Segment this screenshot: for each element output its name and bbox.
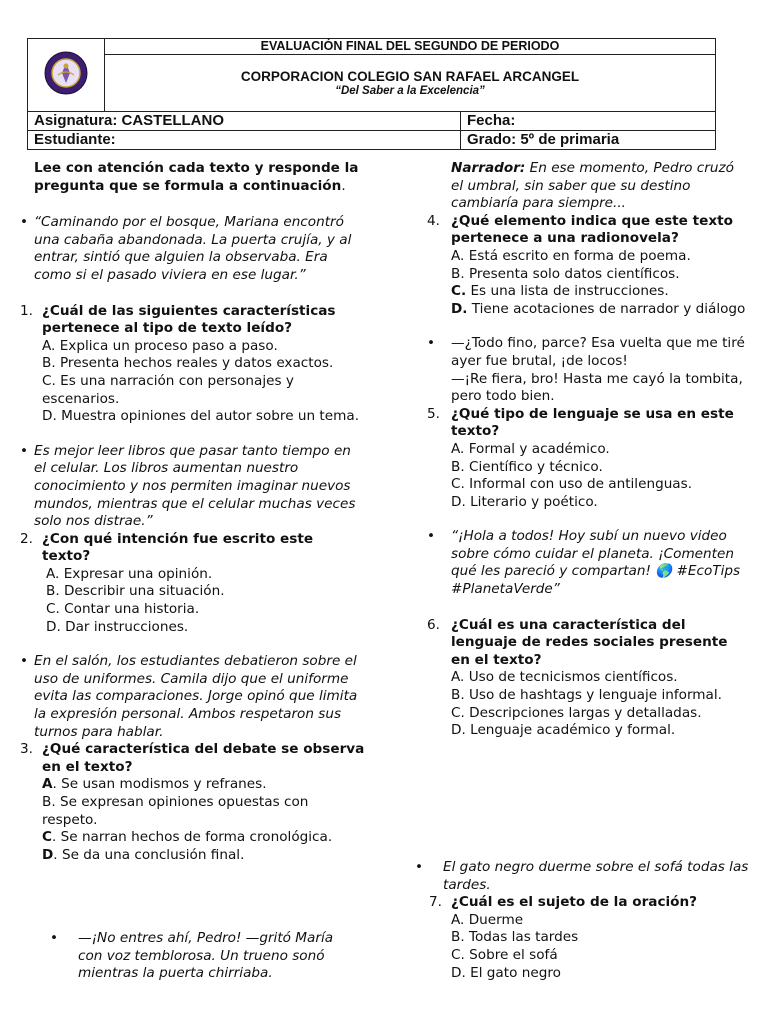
question-4-text: ¿Qué elemento indica que este texto pertenece a una radionovela? bbox=[451, 212, 733, 247]
bullet-icon: • bbox=[427, 335, 436, 352]
q5-option-a: A. Formal y académico. bbox=[451, 440, 610, 457]
q3-option-d: D. Se da una conclusión final. bbox=[42, 846, 245, 863]
q1-option-b: B. Presenta hechos reales y datos exactos. bbox=[42, 355, 334, 372]
q6-option-a: A. Uso de tecnicismos científicos. bbox=[451, 669, 678, 686]
q4-option-b: B. Presenta solo datos científicos. bbox=[451, 265, 680, 282]
question-7-text: ¿Cuál es el sujeto de la oración? bbox=[451, 894, 698, 911]
date-field[interactable]: Fecha: bbox=[461, 112, 716, 131]
school-logo-icon bbox=[43, 45, 89, 101]
question-2: 2. ¿Con qué intención fue escrito este texto? bbox=[20, 530, 314, 565]
text-5: • —¿Todo fino, parce? Esa vuelta que me tiré ayer fue brutal, ¡de locos! —¡Re fiera, bro! Hasta me cayó la tombita, pero todo bien. bbox=[427, 335, 745, 405]
bullet-icon: • bbox=[20, 214, 29, 231]
right-column bbox=[427, 160, 747, 740]
question-6: 6. ¿Cuál es una característica del lenguaje de redes sociales presente en el texto? bbox=[427, 616, 728, 668]
q1-option-d: D. Muestra opiniones del autor sobre un tema. bbox=[42, 408, 360, 425]
q5-option-c: C. Informal con uso de antilenguas. bbox=[451, 476, 693, 493]
q2-option-d: D. Dar instrucciones. bbox=[46, 618, 189, 635]
question-4: 4. ¿Qué elemento indica que este texto pertenece a una radionovela? bbox=[427, 212, 733, 247]
q7-option-c: C. Sobre el sofá bbox=[451, 946, 558, 963]
q4-option-c: C. Es una lista de instrucciones. bbox=[451, 283, 669, 300]
info-table bbox=[27, 111, 716, 150]
text-7-block bbox=[415, 859, 750, 982]
grade-field: Grado: 5º de primaria bbox=[461, 131, 716, 150]
q5-option-b: B. Científico y técnico. bbox=[451, 458, 603, 475]
bullet-icon: • bbox=[20, 653, 29, 670]
text-4: • —¡No entres ahí, Pedro! —gritó María con voz temblorosa. Un trueno sonó mientras la puerta chirriaba. bbox=[50, 930, 334, 982]
question-1-text: ¿Cuál de las siguientes características pertenece al tipo de texto leído? bbox=[42, 302, 336, 337]
question-1: 1. ¿Cuál de las siguientes características pertenece al tipo de texto leído? bbox=[20, 302, 336, 337]
question-7: 7. ¿Cuál es el sujeto de la oración? bbox=[429, 894, 698, 911]
q5-option-d: D. Literario y poético. bbox=[451, 493, 598, 510]
instructions: Lee con atención cada texto y responde la pregunta que se formula a continuación. bbox=[34, 160, 359, 194]
school-name: CORPORACION COLEGIO SAN RAFAEL ARCANGEL bbox=[240, 69, 580, 85]
q3-option-b: B. Se expresan opiniones opuestas con respeto. bbox=[42, 794, 309, 828]
text-2: • Es mejor leer libros que pasar tanto tiempo en el celular. Los libros aumentan nuestro conocimiento y nos permiten imaginar nuevos mundos, mientras que el celular muchas veces solo nos distrae.” bbox=[20, 442, 356, 530]
q4-option-a: A. Está escrito en forma de poema. bbox=[451, 247, 691, 264]
question-2-text: ¿Con qué intención fue escrito este texto? bbox=[42, 530, 314, 565]
logo-cell bbox=[28, 39, 105, 112]
q2-option-a: A. Expresar una opinión. bbox=[46, 565, 213, 582]
question-6-text: ¿Cuál es una característica del lenguaje de redes sociales presente en el texto? bbox=[451, 616, 728, 668]
q7-option-a: A. Duerme bbox=[451, 911, 524, 928]
header-table bbox=[27, 38, 716, 112]
text-6: • “¡Hola a todos! Hoy subí un nuevo video sobre cómo cuidar el planeta. ¡Comenten qué les pareció y compartan! 🌎 #EcoTips #PlanetaVerde” bbox=[427, 528, 741, 598]
text-1: • “Caminando por el bosque, Mariana encontró una cabaña abandonada. La puerta crujía, y al entrar, sintió que alguien la observaba. Era como si el pasado viviera en ese lugar.” bbox=[20, 214, 352, 283]
bullet-icon: • bbox=[415, 859, 424, 875]
bullet-icon: • bbox=[427, 528, 436, 545]
student-field[interactable]: Estudiante: bbox=[28, 131, 461, 150]
school-name-cell bbox=[105, 55, 716, 112]
q2-option-c: C. Contar una historia. bbox=[46, 601, 200, 618]
q1-option-a: A. Explica un proceso paso a paso. bbox=[42, 337, 278, 354]
question-3: 3. ¿Qué característica del debate se observa en el texto? bbox=[20, 741, 365, 775]
q1-option-c: C. Es una narración con personajes y escenarios. bbox=[42, 372, 294, 407]
text-3: • En el salón, los estudiantes debatieron sobre el uso de uniformes. Camila dijo que el uniforme evita las comparaciones. Jorge opinó que limita la expresión personal. Ambos respetaron sus turnos para hablar. bbox=[20, 653, 358, 740]
question-5: 5. ¿Qué tipo de lenguaje se usa en este texto? bbox=[427, 405, 734, 440]
text-4-narrator: Narrador: En ese momento, Pedro cruzó el umbral, sin saber que su destino cambiaría para siempre... bbox=[451, 160, 734, 212]
school-motto: “Del Saber a la Excelencia” bbox=[335, 85, 485, 98]
q3-option-a: A. Se usan modismos y refranes. bbox=[42, 776, 267, 793]
q6-option-c: C. Descripciones largas y detalladas. bbox=[451, 704, 702, 721]
bullet-icon: • bbox=[50, 930, 59, 946]
q6-option-d: D. Lenguaje académico y formal. bbox=[451, 722, 676, 739]
q2-option-b: B. Describir una situación. bbox=[46, 583, 225, 600]
exam-title: EVALUACIÓN FINAL DEL SEGUNDO DE PERIODO bbox=[105, 39, 716, 55]
q4-option-d: D. Tiene acotaciones de narrador y diálogo bbox=[451, 300, 746, 317]
q3-option-c: C. Se narran hechos de forma cronológica. bbox=[42, 829, 333, 846]
question-5-text: ¿Qué tipo de lenguaje se usa en este texto? bbox=[451, 405, 734, 440]
q7-option-b: B. Todas las tardes bbox=[451, 929, 579, 946]
subject-field: Asignatura: CASTELLANO bbox=[28, 112, 461, 131]
text-7: • El gato negro duerme sobre el sofá todas las tardes. bbox=[415, 859, 749, 893]
q6-option-b: B. Uso de hashtags y lenguaje informal. bbox=[451, 687, 722, 704]
question-3-text: ¿Qué característica del debate se observa en el texto? bbox=[42, 741, 365, 775]
q7-option-d: D. El gato negro bbox=[451, 964, 561, 981]
bullet-icon: • bbox=[20, 442, 29, 459]
left-column bbox=[20, 160, 365, 864]
